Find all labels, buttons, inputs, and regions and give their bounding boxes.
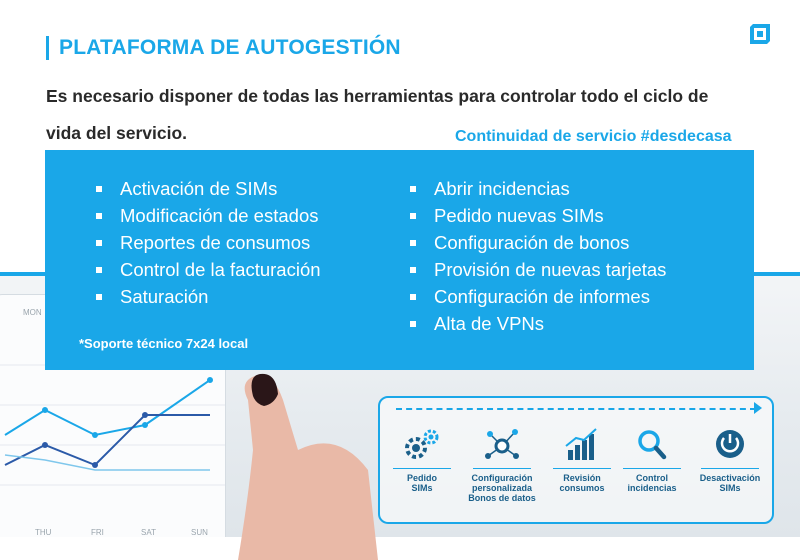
features-list-left xyxy=(92,175,321,310)
intro-text: Es necesario disponer de todas las herramientas para controlar todo el ciclo de vida del servicio. xyxy=(46,86,709,143)
square-logo-icon xyxy=(748,22,772,46)
chart-day-label: MON xyxy=(23,308,42,317)
page-header xyxy=(46,35,401,61)
list-item: Abrir incidencias xyxy=(406,175,666,202)
service-label: Control incidencias xyxy=(627,473,677,493)
tagline: Continuidad de servicio #desdecasa xyxy=(455,128,732,145)
chart-day-label: SUN xyxy=(191,528,208,537)
services-card xyxy=(378,396,774,524)
power-button-icon xyxy=(710,426,750,462)
features-list-right xyxy=(406,175,666,337)
flow-line xyxy=(396,408,756,410)
chart-day-label: SAT xyxy=(141,528,156,537)
chart-day-label: FRI xyxy=(91,528,104,537)
gears-icon xyxy=(402,426,442,462)
service-label: Configuración personalizada Bonos de datos xyxy=(468,473,536,503)
list-item: Activación de SIMs xyxy=(92,175,321,202)
network-nodes-icon xyxy=(482,426,522,462)
list-item: Provisión de nuevas tarjetas xyxy=(406,256,666,283)
bar-chart-icon xyxy=(562,426,602,462)
service-divider xyxy=(623,468,681,469)
title-accent-bar xyxy=(46,36,49,60)
features-panel xyxy=(45,150,754,370)
flow-arrow-icon xyxy=(754,402,762,414)
service-label: Pedido SIMs xyxy=(406,473,437,493)
service-label: Revisión consumos xyxy=(559,473,605,493)
list-item: Alta de VPNs xyxy=(406,310,666,337)
service-divider xyxy=(553,468,611,469)
magnifier-icon xyxy=(632,426,672,462)
support-footnote: *Soporte técnico 7x24 local xyxy=(79,336,249,351)
list-item: Reportes de consumos xyxy=(92,229,321,256)
service-divider xyxy=(473,468,531,469)
service-label: Desactivación SIMs xyxy=(699,473,761,493)
list-item: Configuración de bonos xyxy=(406,229,666,256)
service-item[interactable] xyxy=(466,426,538,503)
service-divider xyxy=(701,468,759,469)
service-item[interactable] xyxy=(694,426,766,493)
list-item: Saturación xyxy=(92,283,321,310)
list-item: Configuración de informes xyxy=(406,283,666,310)
chart-day-label: THU xyxy=(35,528,52,537)
hand-illustration xyxy=(228,360,378,560)
service-divider xyxy=(393,468,451,469)
service-item[interactable] xyxy=(546,426,618,493)
list-item: Pedido nuevas SIMs xyxy=(406,202,666,229)
page-title: PLATAFORMA DE AUTOGESTIÓN xyxy=(59,36,401,59)
service-item[interactable] xyxy=(616,426,688,493)
list-item: Modificación de estados xyxy=(92,202,321,229)
service-item[interactable] xyxy=(386,426,458,493)
list-item: Control de la facturación xyxy=(92,256,321,283)
